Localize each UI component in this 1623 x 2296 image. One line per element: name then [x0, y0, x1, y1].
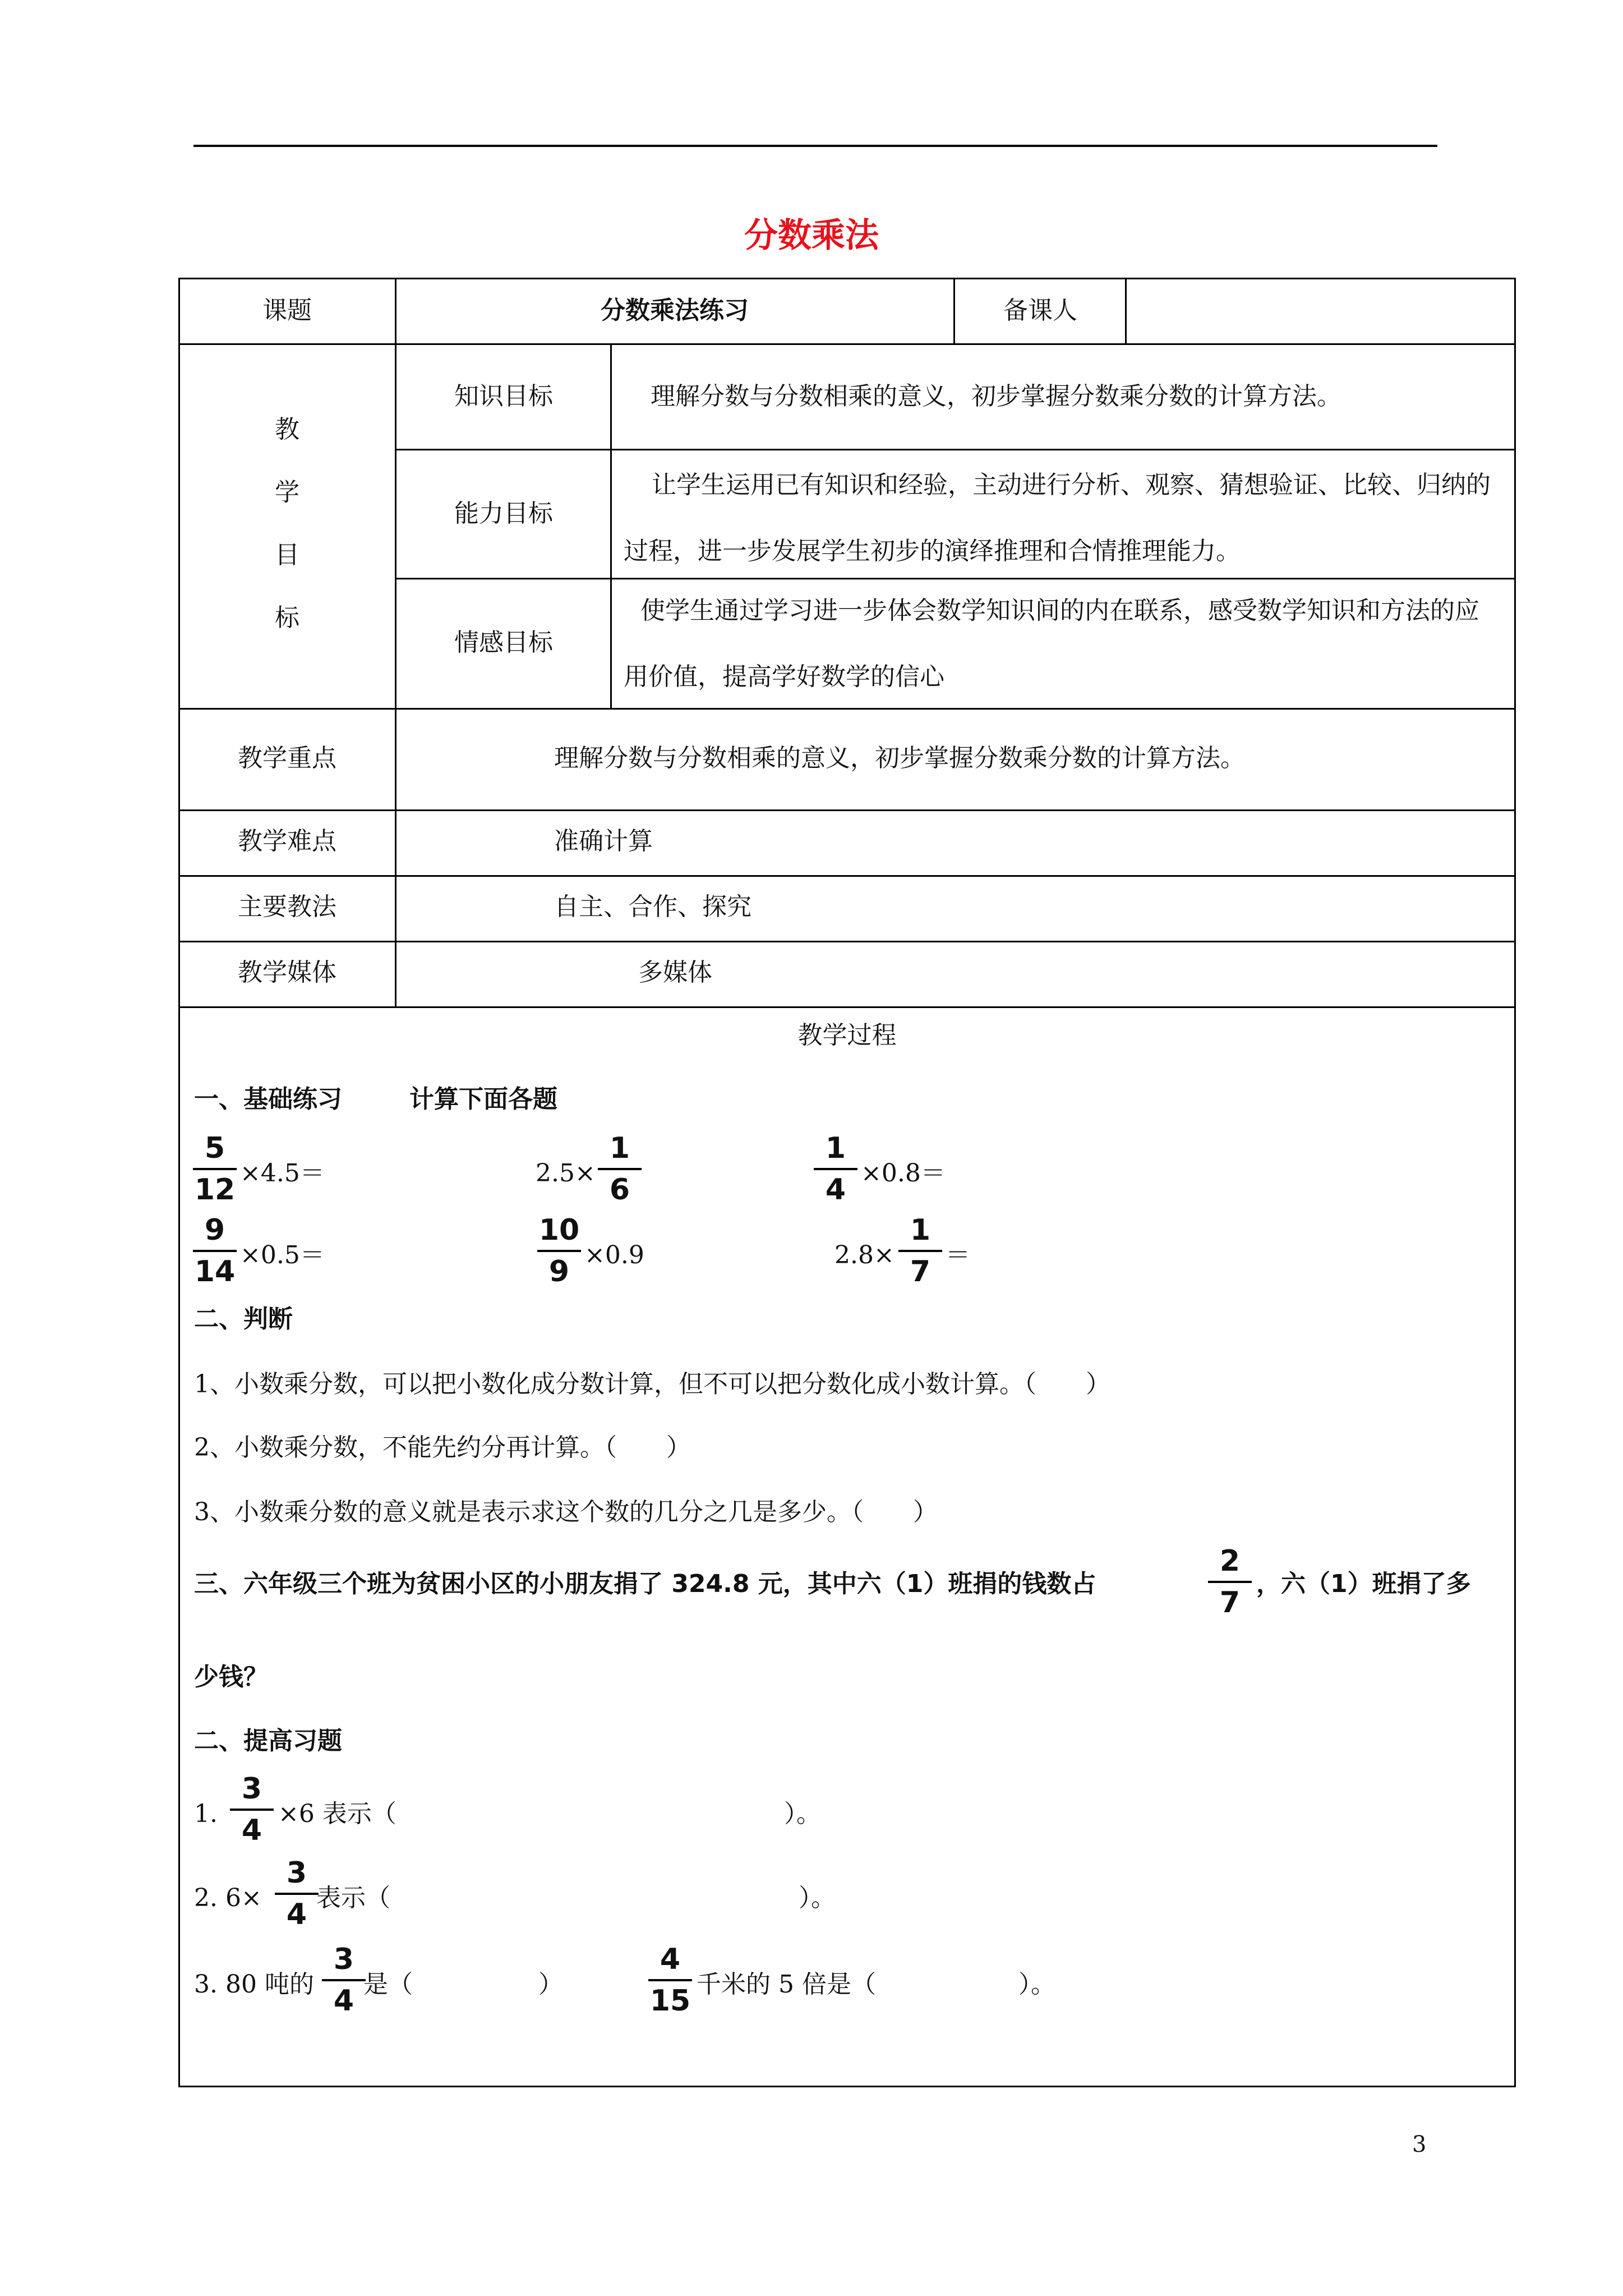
improve-item: 3. 80 吨的	[194, 1970, 314, 1999]
calc-expression: ×0.8＝	[861, 1159, 946, 1188]
emotion-text: 使学生通过学习进一步体会数学知识间的内在联系，感受数学知识和方法的应用价值，提高学好数学的信心	[624, 596, 1479, 691]
media-label: 教学媒体	[238, 958, 336, 987]
key-point-label: 教学重点	[238, 744, 336, 772]
judge-item-3: 3、小数乘分数的意义就是表示求这个数的几分之几是多少。（ ）	[194, 1498, 938, 1526]
page-number: 3	[1412, 2132, 1427, 2157]
key-point-text: 理解分数与分数相乘的意义，初步掌握分数乘分数的计算方法。	[554, 744, 1245, 772]
section-improve-title: 二、提高习题	[194, 1727, 342, 1755]
row-divider	[178, 343, 1516, 345]
fraction: 4 15	[645, 1941, 695, 2019]
header-rule	[193, 145, 1437, 147]
ability-text: 让学生运用已有知识和经验，主动进行分析、观察、猜想验证、比较、归纳的过程，进一步发展学生初步的演绎推理和合情推理能力。	[624, 471, 1491, 565]
ability-label: 能力目标	[454, 499, 553, 528]
improve-item: 表示（	[316, 1884, 390, 1912]
objectives-char-1: 教	[275, 415, 299, 444]
improve-item: 是（	[363, 1970, 413, 1999]
section-basic-title: 一、基础练习	[194, 1085, 342, 1114]
row-divider	[396, 449, 1516, 450]
method-label: 主要教法	[238, 892, 336, 921]
topic-label: 课题	[262, 296, 312, 325]
judge-item-2: 2、小数乘分数，不能先约分再计算。（ ）	[194, 1433, 691, 1462]
fraction: 9 14	[190, 1212, 240, 1290]
row-divider	[178, 875, 1516, 877]
difficulty-text: 准确计算	[554, 827, 653, 855]
fraction: 1 7	[895, 1212, 946, 1290]
media-text: 多媒体	[638, 958, 712, 987]
fraction: 3 4	[271, 1855, 322, 1933]
improve-item: 1.	[194, 1800, 218, 1828]
calc-expression: ×0.5＝	[240, 1241, 325, 1269]
row-divider	[178, 809, 1516, 811]
objectives-char-3: 目	[275, 541, 299, 569]
knowledge-text: 理解分数与分数相乘的意义，初步掌握分数乘分数的计算方法。	[651, 382, 1341, 411]
improve-item: 2. 6×	[194, 1884, 262, 1912]
calc-expression: ＝	[946, 1241, 970, 1269]
fraction: 1 4	[810, 1130, 861, 1208]
row-divider	[178, 1006, 1516, 1008]
preparer-label: 备课人	[1003, 296, 1077, 325]
topic-value: 分数乘法练习	[601, 296, 749, 325]
objectives-char-4: 标	[275, 604, 299, 632]
improve-item: 千米的 5 倍是（	[697, 1970, 876, 1999]
calc-expression: 2.8×	[834, 1241, 895, 1269]
fraction: 2 7	[1205, 1543, 1255, 1621]
word-problem-text: 少钱？	[194, 1663, 268, 1691]
fraction: 3 4	[319, 1941, 369, 2019]
judge-item-1: 1、小数乘分数，可以把小数化成分数计算，但不可以把分数化成小数计算。（ ）	[194, 1370, 1110, 1398]
fraction: 5 12	[190, 1130, 240, 1208]
word-problem-text: 三、六年级三个班为贫困小区的小朋友捐了 324.8 元，其中六（1）班捐的钱数占	[194, 1570, 1096, 1598]
word-problem-text: ，六（1）班捐了多	[1256, 1570, 1471, 1598]
process-heading: 教学过程	[797, 1021, 897, 1050]
section-judge-title: 二、判断	[194, 1305, 293, 1333]
objectives-char-2: 学	[275, 478, 299, 507]
fraction: 3 4	[227, 1770, 277, 1849]
page-title: 分数乘法	[744, 216, 879, 255]
improve-item: ）。	[1018, 1970, 1055, 1999]
improve-item: ）。	[784, 1800, 821, 1828]
difficulty-label: 教学难点	[238, 827, 336, 855]
method-text: 自主、合作、探究	[554, 892, 751, 921]
calc-expression: ×0.9	[584, 1241, 644, 1269]
emotion-label: 情感目标	[454, 628, 553, 657]
section-basic-subtitle: 计算下面各题	[409, 1085, 557, 1114]
knowledge-label: 知识目标	[454, 382, 553, 411]
improve-item: ×6 表示（	[278, 1800, 396, 1828]
fraction: 10 9	[534, 1212, 584, 1290]
improve-item: ）	[538, 1970, 563, 1999]
improve-item: ）。	[799, 1884, 836, 1912]
row-divider	[178, 941, 1516, 942]
calc-expression: ×4.5＝	[240, 1159, 325, 1188]
fraction: 1 6	[594, 1130, 645, 1208]
calc-expression: 2.5×	[536, 1159, 596, 1188]
